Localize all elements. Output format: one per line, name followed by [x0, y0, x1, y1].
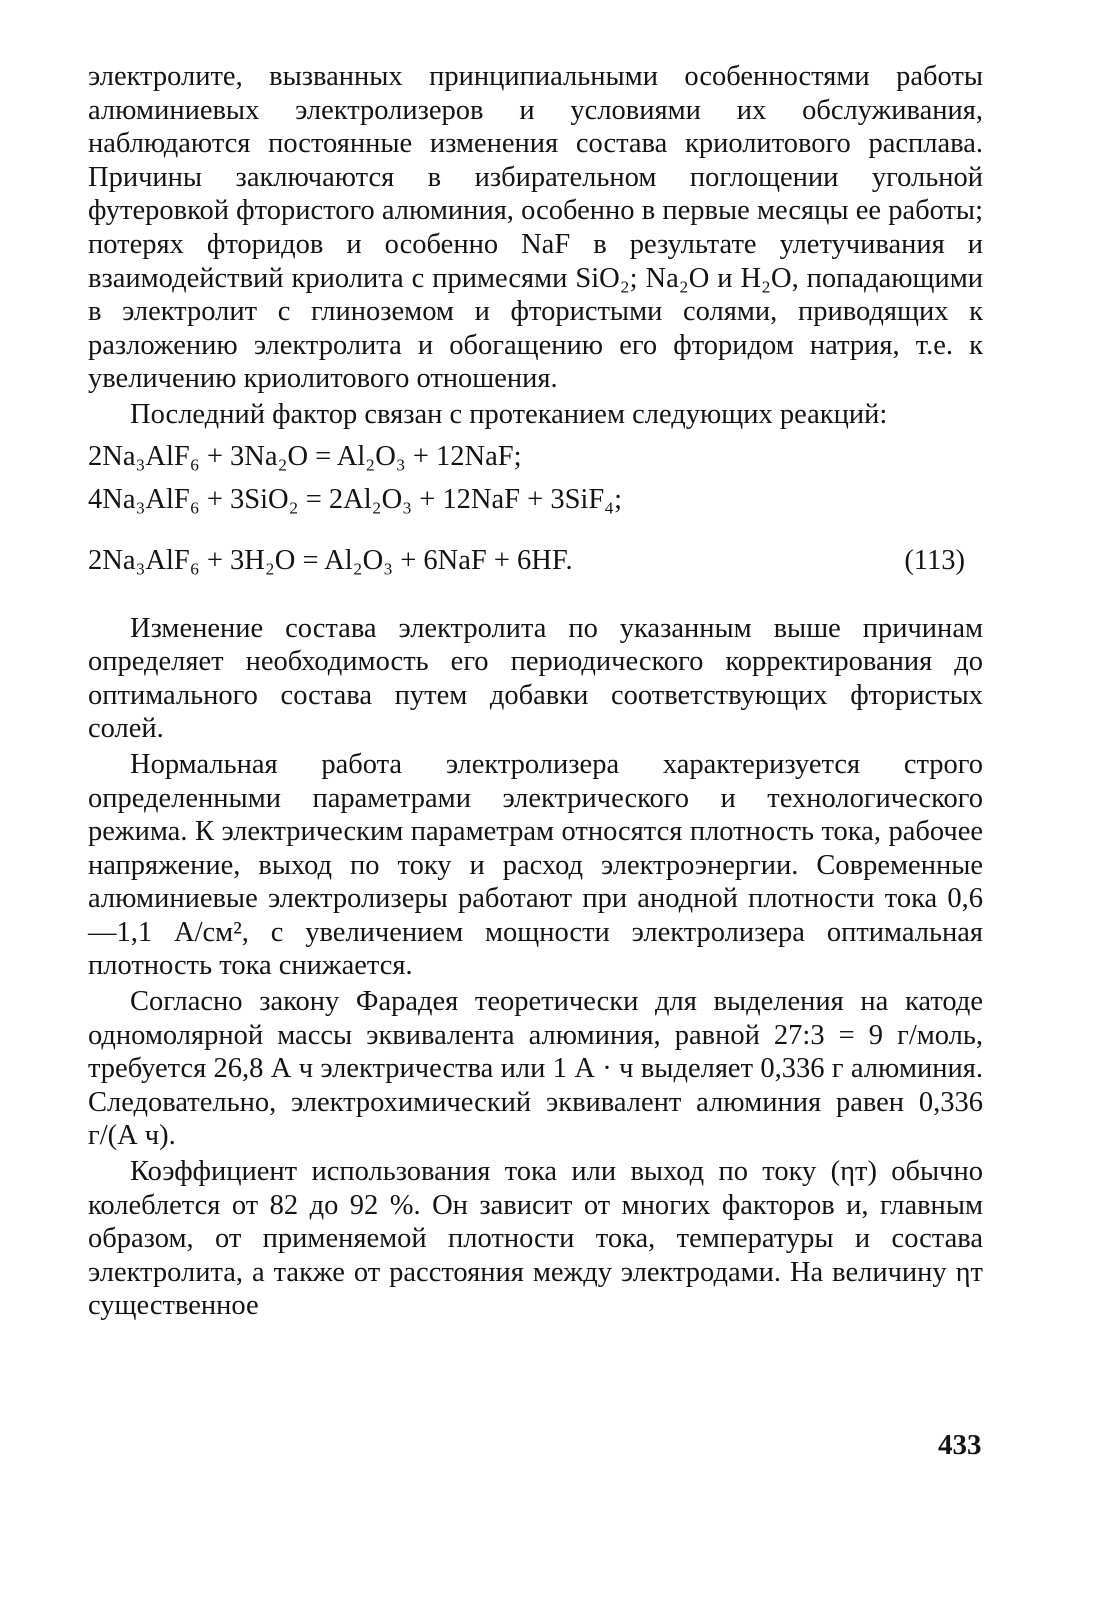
paragraph-2: Последний фактор связан с протеканием следующих реакций: [130, 398, 888, 430]
formula-3: 2Na₃AlF₆ + 3H₂O = Al₂O₃ + 6NaF + 6HF. [88, 544, 573, 576]
paragraph-1: электролите, вызванных принципиальными особенностями работы алюминиевых электролизеров и условиями их обслуживания, наблюдаются постоянные изменения состава криолитового расплава. Причины заключаются в избирательном поглощении угольной футеровкой фтористого алюминия, особенно в первые месяцы ее работы; потерях фторидов и особенно NaF в результате улетучивания и взаимодействий криолита с примесями SiO₂; Na₂O и H₂O, попадающими в электролит с глиноземом и фтористыми солями, приводящих к разложению электролита и обогащению его фторидом натрия, т.е. к увеличению криолитового отношения. [88, 61, 983, 395]
formula-2: 4Na₃AlF₆ + 3SiO₂ = 2Al₂O₃ + 12NaF + 3SiF₄; [88, 483, 623, 515]
paragraph-4: Нормальная работа электролизера характеризуется строго определенными параметрами электрического и технологического режима. К электрическим параметрам относятся плотность тока, рабочее напряжение, выход по току и расход электроэнергии. Современные алюминиевые электролизеры работают при анодной плотности тока 0,6—1,1 А/см², с увеличением мощности электролизера оптимальная плотность тока снижается. [88, 748, 983, 982]
page-body [88, 60, 983, 1323]
formula-1: 2Na₃AlF₆ + 3Na₂O = Al₂O₃ + 12NaF; [88, 440, 522, 472]
paragraph-6: Коэффициент использования тока или выход по току (ηт) обычно колеблется от 82 до 92 %. Он зависит от многих факторов и, главным образом, от применяемой плотности тока, температуры и состава электролита, а также от расстояния между электродами. На величину ηт существенное [88, 1156, 983, 1322]
page-number: 433 [938, 1429, 982, 1461]
formula-3-row [88, 544, 983, 578]
paragraph-5: Согласно закону Фарадея теоретически для выделения на катоде одномолярной массы эквивалента алюминия, равной 27:3 = 9 г/моль, требуется 26,8 А ч электричества или 1 А · ч выделяет 0,336 г алюминия. Следовательно, электрохимический эквивалент алюминия равен 0,336 г/(А ч). [88, 986, 983, 1152]
equation-number: (113) [904, 544, 965, 576]
paragraph-3: Изменение состава электролита по указанным выше причинам определяет необходимость его периодического корректирования до оптимального состава путем добавки соответствующих фтористых солей. [88, 612, 983, 745]
